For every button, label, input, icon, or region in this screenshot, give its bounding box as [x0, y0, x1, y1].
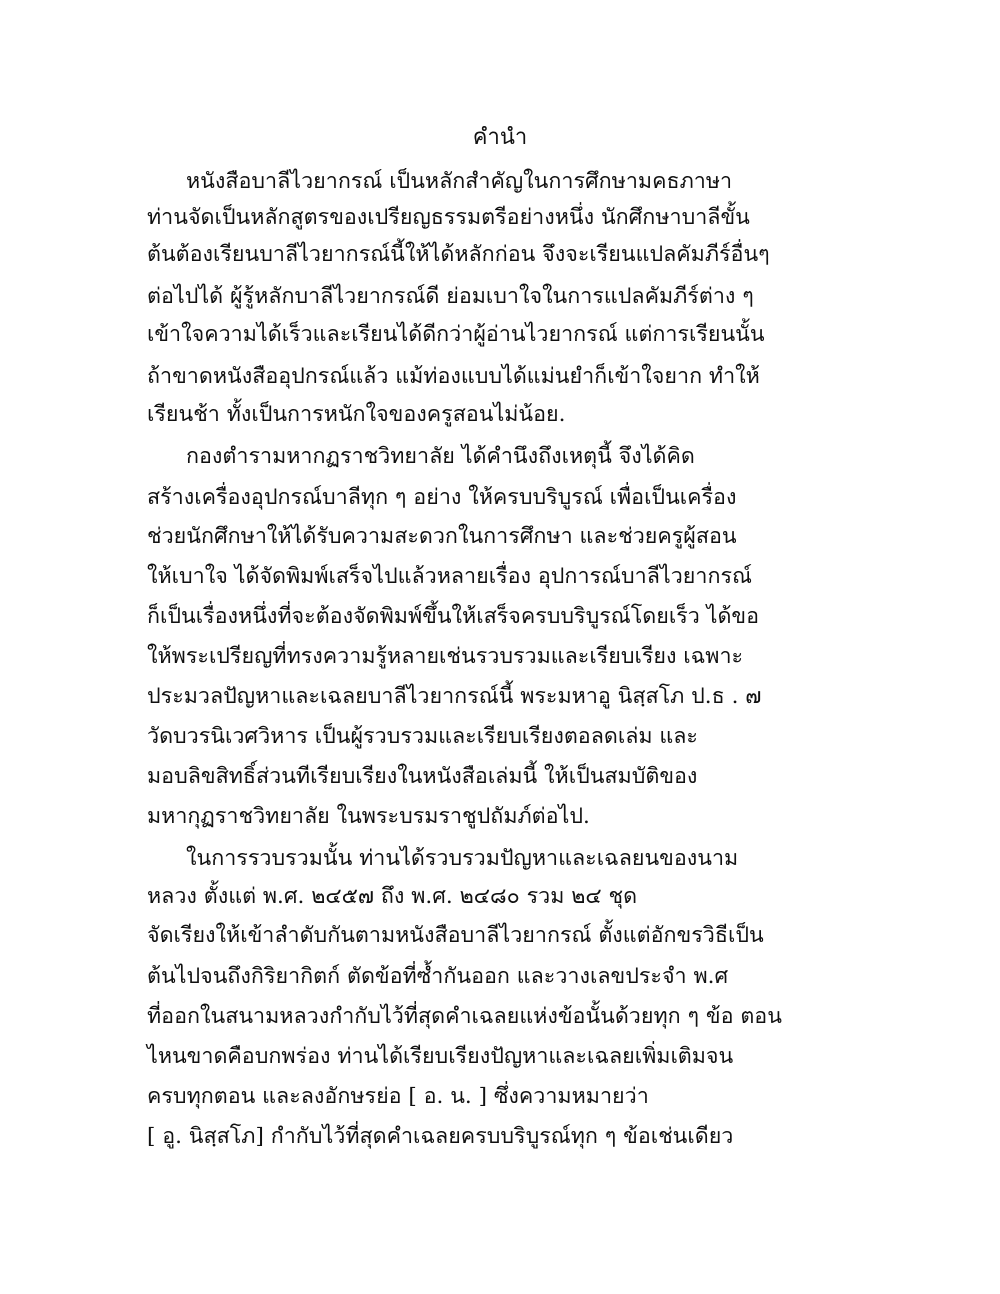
text-line: หนังสือบาลีไวยากรณ์ เป็นหลักสำคัญในการศึกษามคธภาษา [186, 169, 733, 194]
text-line: [ อู. นิสฺสโภ] กำกับไว้ที่สุดคำเฉลยครบบริบูรณ์ทุก ๆ ข้อเช่นเดียว [147, 1124, 734, 1149]
text-line: สร้างเครื่องอุปกรณ์บาลีทุก ๆ อย่าง ให้ครบบริบูรณ์ เพื่อเป็นเครื่อง [147, 485, 737, 510]
text-line: ไหนขาดคือบกพร่อง ท่านได้เรียบเรียงปัญหาและเฉลยเพิ่มเติมจน [147, 1044, 734, 1069]
text-line: ช่วยนักศึกษาให้ได้รับความสะดวกในการศึกษา และช่วยครูผู้สอน [147, 524, 737, 549]
text-line: ให้เบาใจ ได้จัดพิมพ์เสร็จไปแล้วหลายเรื่อง อุปการณ์บาลีไวยากรณ์ [147, 564, 752, 589]
text-line: ก็เป็นเรื่องหนึ่งที่จะต้องจัดพิมพ์ขึ้นให้เสร็จครบบริบูรณ์โดยเร็ว ได้ขอ [147, 604, 760, 629]
text-line: ถ้าขาดหนังสืออุปกรณ์แล้ว แม้ท่องแบบได้แม่นยำก็เข้าใจยาก ทำให้ [147, 364, 760, 389]
text-line: เรียนช้า ทั้งเป็นการหนักใจของครูสอนไม่น้อย. [147, 402, 566, 427]
text-line: เข้าใจความได้เร็วและเรียนได้ดีกว่าผู้อ่านไวยากรณ์ แต่การเรียนนั้น [147, 322, 765, 347]
text-line: กองตำรามหากฏราชวิทยาลัย ได้คำนึงถึงเหตุนี้ จึงได้คิด [186, 444, 695, 469]
text-line: หลวง ตั้งแต่ พ.ศ. ๒๔๕๗ ถึง พ.ศ. ๒๔๘๐ รวม ๒๔ ชุด [147, 884, 638, 909]
page-title: คำนำ [472, 125, 528, 150]
text-line: ให้พระเปรียญที่ทรงความรู้หลายเช่นรวบรวมและเรียบเรียง เฉพาะ [147, 644, 744, 669]
text-line: วัดบวรนิเวศวิหาร เป็นผู้รวบรวมและเรียบเรียงตอลดเล่ม และ [147, 724, 698, 749]
text-line: ต้นต้องเรียนบาลีไวยากรณ์นี้ให้ได้หลักก่อน จึงจะเรียนแปลคัมภีร์อื่นๆ [147, 242, 770, 267]
text-line: ครบทุกตอน และลงอักษรย่อ [ อ. น. ] ซึ่งความหมายว่า [147, 1084, 649, 1109]
text-line: ที่ออกในสนามหลวงกำกับไว้ที่สุดคำเฉลยแห่งข้อนั้นด้วยทุก ๆ ข้อ ตอน [147, 1004, 782, 1029]
text-line: มหากุฏราชวิทยาลัย ในพระบรมราชูปถัมภ์ต่อไป. [147, 804, 590, 829]
text-line: จัดเรียงให้เข้าลำดับกันตามหนังสือบาลีไวยากรณ์ ตั้งแต่อักขรวิธีเป็น [147, 923, 764, 948]
text-line: ในการรวบรวมนั้น ท่านได้รวบรวมปัญหาและเฉลยนของนาม [186, 846, 739, 871]
text-line: ประมวลปัญหาและเฉลยบาลีไวยากรณ์นี้ พระมหาอู นิสฺสโภ ป.ธ . ๗ [147, 684, 762, 709]
text-line: ต้นไปจนถึงกิริยากิตก์ ตัดข้อที่ซ้ำกันออก และวางเลขประจำ พ.ศ [147, 964, 729, 989]
text-line: ท่านจัดเป็นหลักสูตรของเปรียญธรรมตรีอย่างหนึ่ง นักศึกษาบาลีขั้น [147, 205, 750, 230]
text-line: มอบลิขสิทธิ์ส่วนทีเรียบเรียงในหนังสือเล่มนี้ ให้เป็นสมบัติของ [147, 764, 698, 789]
text-line: ต่อไปได้ ผู้รู้หลักบาลีไวยากรณ์ดี ย่อมเบาใจในการแปลคัมภีร์ต่าง ๆ [147, 284, 754, 309]
